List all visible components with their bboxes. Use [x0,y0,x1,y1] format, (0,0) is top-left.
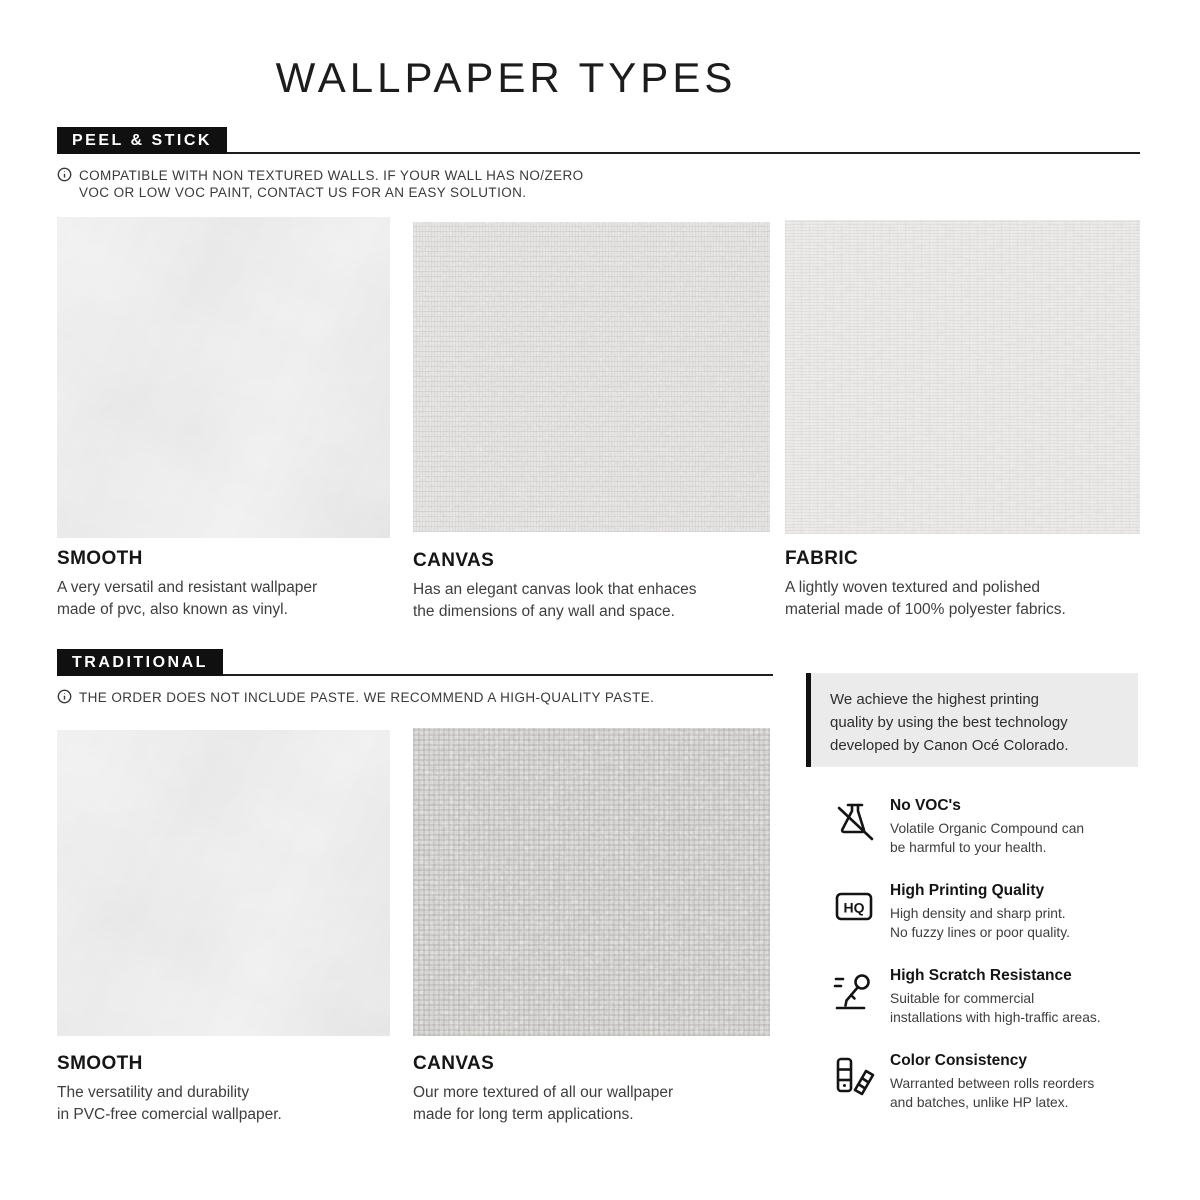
info-circle-icon [57,689,72,704]
texture-noise [413,728,770,1036]
feature-color-consistency [832,1052,1138,1114]
no-voc-flask-icon [832,799,876,843]
section-badge-peel-stick: PEEL & STICK [57,127,227,154]
swatch-column-trad-smooth [57,730,390,1125]
section-badge-traditional: TRADITIONAL [57,649,223,676]
feature-high-printing-quality [832,882,1138,944]
peel-stick-note [57,167,584,201]
feature-text: High Printing Quality High density and sharp print. No fuzzy lines or poor quality. [890,882,1070,940]
swatch-column-trad-canvas [413,728,770,1125]
swatch-column-peel-fabric [785,220,1140,620]
swatch-description: A very versatil and resistant wallpaper made of pvc, also known as vinyl. [57,579,318,618]
swatch-label: CANVAS [413,1053,495,1074]
feature-text: Color Consistency Warranted between rolls reorders and batches, unlike HP latex. [890,1052,1095,1110]
swatch-label: SMOOTH [57,1053,143,1074]
swatch-description: Our more textured of all our wallpaper made for long term applications. [413,1084,674,1123]
smooth-texture-sample [57,217,390,538]
rough-canvas-texture-sample [413,728,770,1036]
texture-noise [413,222,770,532]
texture-noise [57,217,390,538]
printing-quality-quote: We achieve the highest printing quality by using the best technology developed by Canon Océ Colorado. [806,673,1138,767]
swatch-label: CANVAS [413,550,495,571]
swatch-description: Has an elegant canvas look that enhaces the dimensions of any wall and space. [413,581,697,620]
smooth-texture-sample [57,730,390,1036]
traditional-note [57,689,654,706]
color-swatches-icon [832,1054,876,1098]
swatch-label: FABRIC [785,548,859,569]
hq-badge-icon [832,884,876,928]
feature-no-voc [832,797,1138,859]
feature-list [832,797,1138,1114]
fabric-texture-sample [785,220,1140,534]
swatch-description: The versatility and durability in PVC-free comercial wallpaper. [57,1084,282,1123]
note-line: VOC OR LOW VOC PAINT, CONTACT US FOR AN EASY SOLUTION. [79,185,527,200]
canvas-texture-sample [413,222,770,532]
swatch-column-peel-canvas [413,222,770,622]
scratch-key-icon [832,969,876,1013]
swatch-description: A lightly woven textured and polished material made of 100% polyester fabrics. [785,579,1066,618]
texture-noise [57,730,390,1036]
feature-high-scratch-resistance [832,967,1138,1029]
swatch-label: SMOOTH [57,548,143,569]
note-line: COMPATIBLE WITH NON TEXTURED WALLS. IF YOUR WALL HAS NO/ZERO [79,168,584,183]
texture-noise [785,220,1140,534]
page-title: WALLPAPER TYPES [275,54,737,101]
info-circle-icon [57,167,72,182]
swatch-column-peel-smooth [57,217,390,620]
feature-text: No VOC's Volatile Organic Compound can be harmful to your health. [890,797,1085,855]
note-line: THE ORDER DOES NOT INCLUDE PASTE. WE RECOMMEND A HIGH-QUALITY PASTE. [79,690,655,705]
feature-text: High Scratch Resistance Suitable for commercial installations with high-traffic areas. [890,967,1101,1025]
svg-text:HQ: HQ [843,899,865,916]
